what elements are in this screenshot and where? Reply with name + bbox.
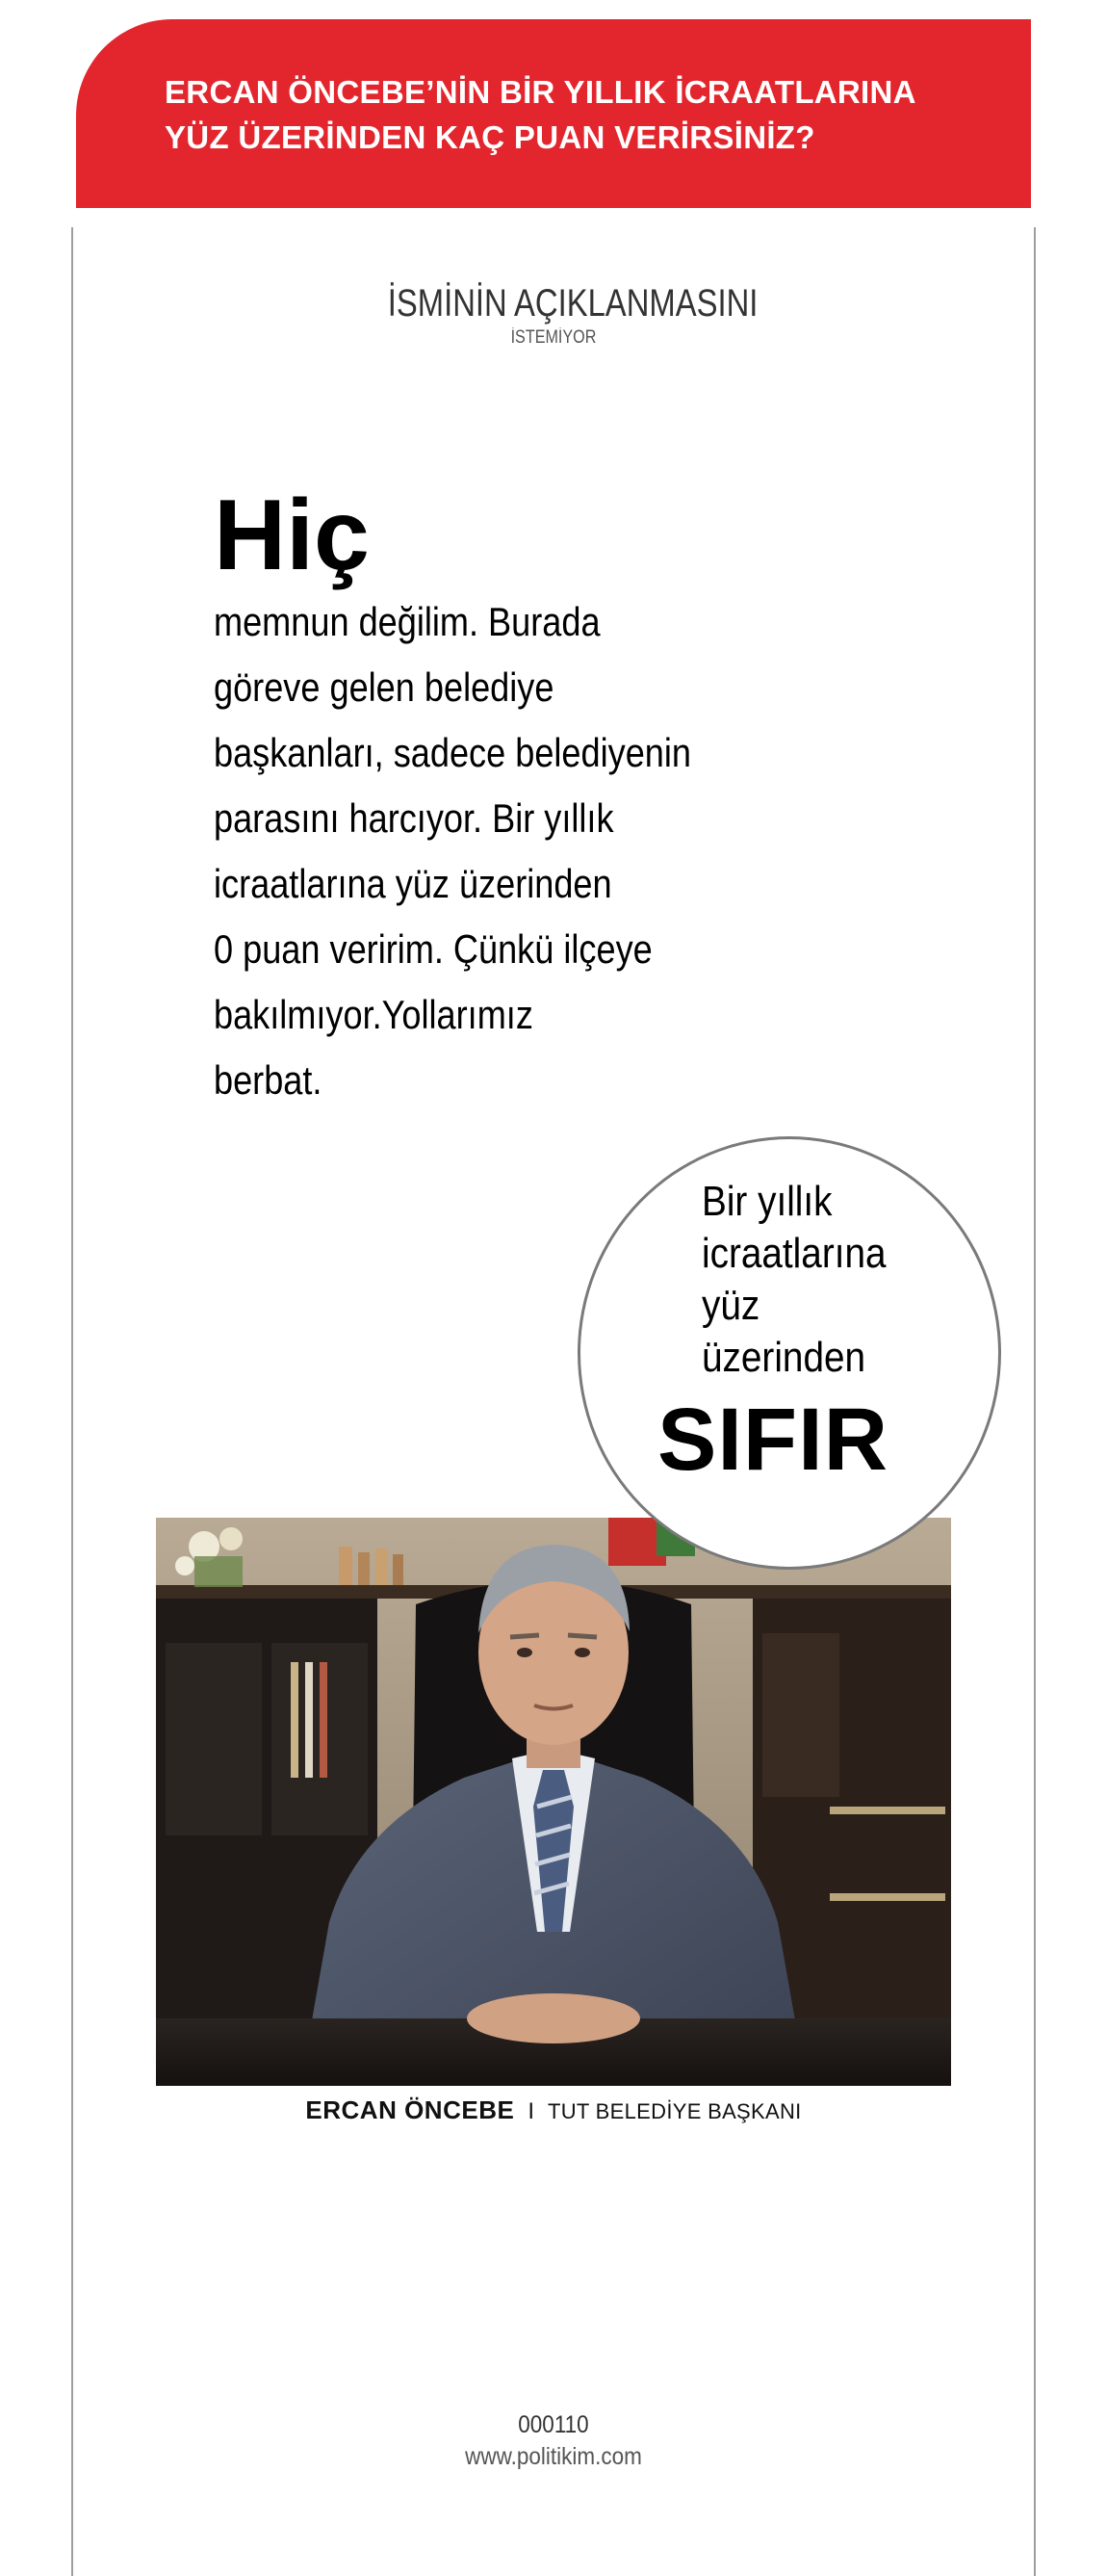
quote-line: berbat. <box>214 1057 322 1103</box>
quote-line: parasını harcıyor. Bir yıllık <box>214 795 614 841</box>
respondent-name-withheld-sub: İSTEMİYOR <box>510 327 597 348</box>
score-badge <box>578 1136 1001 1570</box>
caption-person-name: ERCAN ÖNCEBE <box>305 2095 515 2124</box>
score-badge-line: icraatlarına <box>702 1230 887 1277</box>
respondent-quote <box>214 481 811 1113</box>
page-footer <box>361 2409 746 2473</box>
survey-question-line-2: YÜZ ÜZERİNDEN KAÇ PUAN VERİRSİNİZ? <box>165 119 815 155</box>
quote-line: göreve gelen belediye <box>214 664 554 710</box>
score-badge-label <box>702 1176 912 1384</box>
quote-line: 0 puan veririm. Çünkü ilçeye <box>214 926 653 972</box>
portrait-illustration <box>156 1518 951 2086</box>
survey-question <box>165 69 916 160</box>
frame-right-border <box>1034 227 1036 2576</box>
frame-left-border <box>71 227 73 2576</box>
score-badge-line: üzerinden <box>702 1334 866 1381</box>
caption-separator: I <box>528 2098 534 2124</box>
respondent-name-withheld: İSMİNİN AÇIKLANMASINI <box>387 282 759 325</box>
score-value: SIFIR <box>657 1391 889 1489</box>
score-badge-line: Bir yıllık <box>702 1178 833 1225</box>
quote-line: memnun değilim. Burada <box>214 599 601 644</box>
photo-caption <box>156 2095 951 2125</box>
site-url[interactable]: www.politikim.com <box>465 2443 642 2470</box>
survey-question-line-1: ERCAN ÖNCEBE’NİN BİR YILLIK İCRAATLARINA <box>165 74 916 110</box>
quote-lead-word: Hiç <box>214 480 370 591</box>
quote-line: icraatlarına yüz üzerinden <box>214 861 612 906</box>
mayor-portrait-photo <box>156 1518 951 2086</box>
respondent-name <box>351 281 759 349</box>
score-badge-line: yüz <box>702 1282 760 1329</box>
quote-line: başkanları, sadece belediyenin <box>214 730 691 775</box>
caption-person-title: TUT BELEDİYE BAŞKANI <box>548 2099 802 2123</box>
quote-line: bakılmıyor.Yollarımız <box>214 992 533 1037</box>
header-banner <box>76 19 1031 208</box>
page-code: 000110 <box>518 2411 589 2438</box>
